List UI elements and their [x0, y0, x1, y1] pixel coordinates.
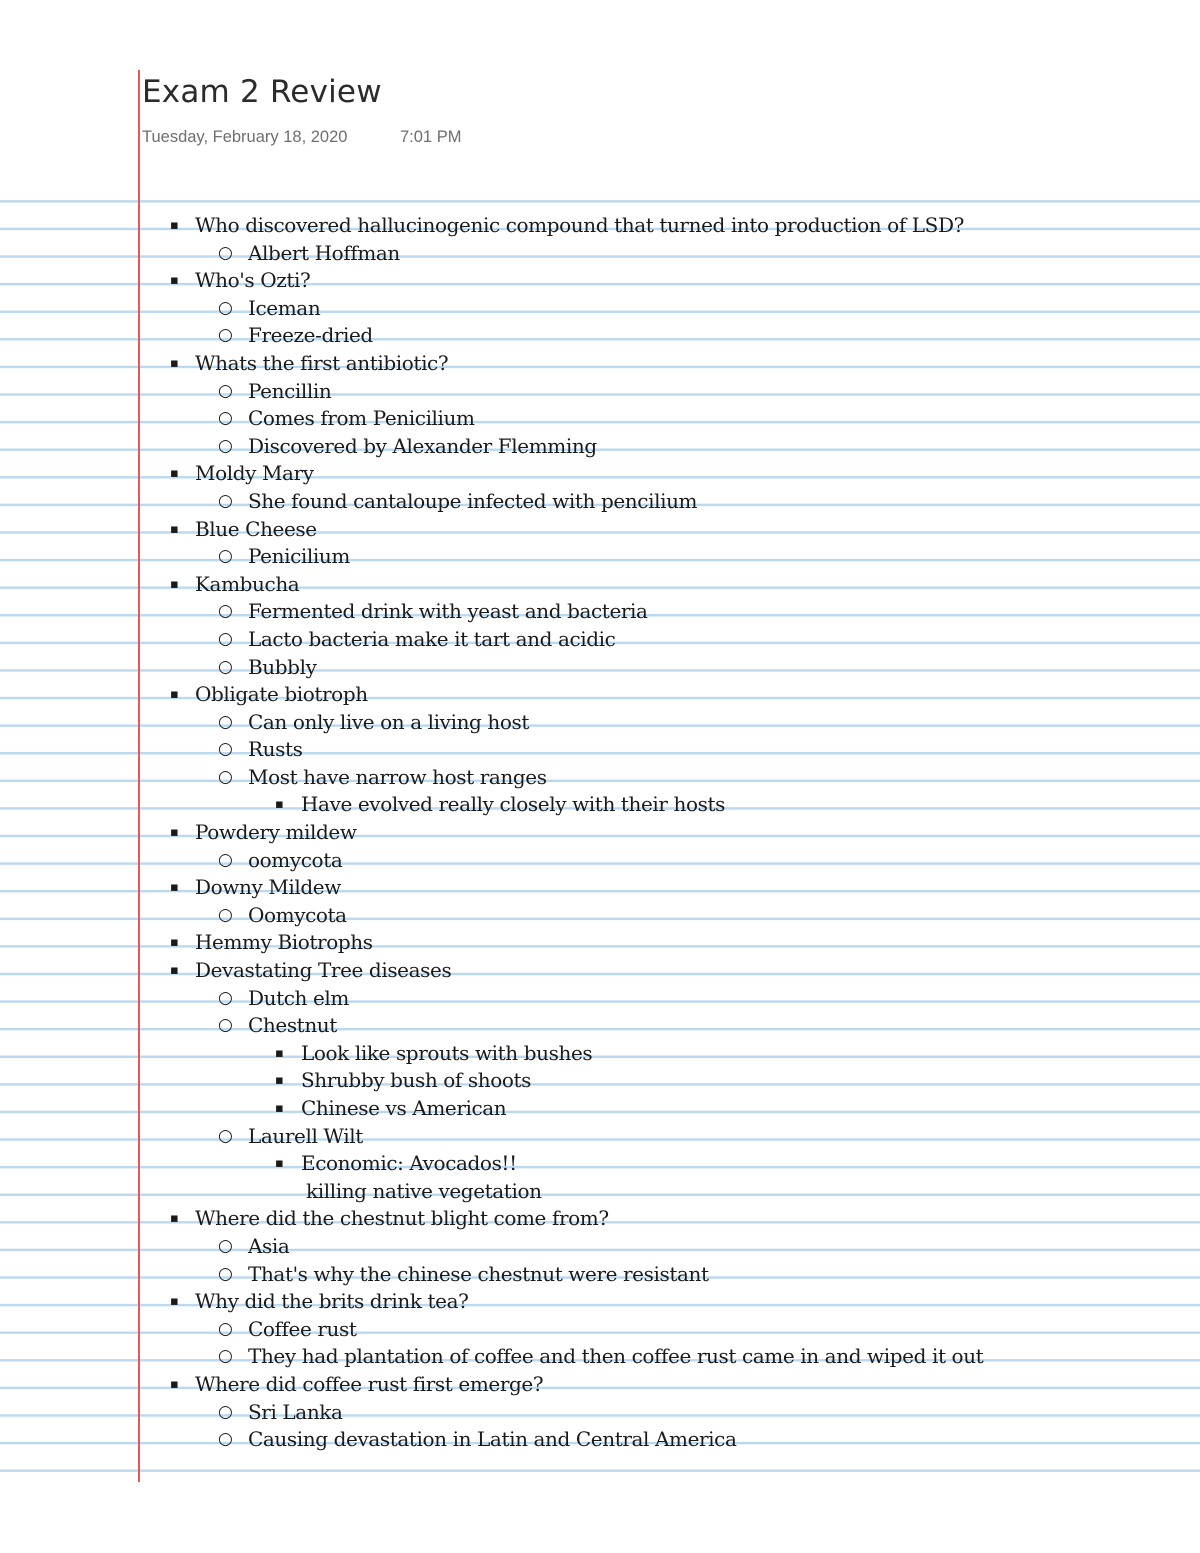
outline-item-text[interactable]: Whats the first antibiotic?	[195, 350, 449, 375]
outline-item-text[interactable]: Look like sprouts with bushes	[301, 1040, 593, 1065]
circle-bullet-icon: ○	[218, 408, 233, 429]
outline-item[interactable]	[0, 212, 1200, 240]
outline-item[interactable]	[0, 267, 1200, 295]
outline-item[interactable]	[0, 433, 1200, 461]
circle-bullet-icon: ○	[218, 628, 233, 649]
square-bullet-icon: ▪	[170, 825, 179, 841]
outline-item[interactable]	[0, 460, 1200, 488]
outline-item-text[interactable]: Most have narrow host ranges	[248, 764, 547, 789]
circle-bullet-icon: ○	[218, 325, 233, 346]
square-bullet-icon: ▪	[170, 1376, 179, 1392]
outline-item[interactable]	[0, 929, 1200, 957]
outline-item-text[interactable]: Who discovered hallucinogenic compound that turned into production of LSD?	[195, 213, 964, 237]
outline-item-text[interactable]: Penicilium	[248, 544, 350, 569]
outline-item-text[interactable]: That's why the chinese chestnut were resistant	[248, 1261, 709, 1286]
notes-outline[interactable]	[0, 212, 1200, 1454]
circle-bullet-icon: ○	[218, 739, 233, 760]
outline-item[interactable]	[0, 626, 1200, 654]
square-bullet-icon: ▪	[170, 880, 179, 896]
outline-item-text[interactable]: Hemmy Biotrophs	[195, 930, 373, 955]
square-bullet-icon: ▪	[170, 963, 179, 979]
outline-item-text[interactable]: Oomycota	[248, 902, 347, 927]
outline-item-text[interactable]: Discovered by Alexander Flemming	[248, 433, 597, 458]
circle-bullet-icon: ○	[218, 1346, 233, 1367]
outline-item-text[interactable]: Kambucha	[195, 571, 300, 596]
outline-item[interactable]	[0, 957, 1200, 985]
outline-item[interactable]	[0, 1316, 1200, 1344]
outline-item-text[interactable]: She found cantaloupe infected with pencilium	[248, 488, 698, 513]
outline-item-text[interactable]: killing native vegetation	[306, 1178, 542, 1203]
circle-bullet-icon: ○	[218, 1401, 233, 1422]
outline-item[interactable]	[0, 709, 1200, 737]
outline-item-text[interactable]: Who's Ozti?	[195, 268, 311, 293]
outline-item-text[interactable]: Coffee rust	[248, 1316, 357, 1341]
circle-bullet-icon: ○	[218, 601, 233, 622]
outline-item[interactable]	[0, 902, 1200, 930]
circle-bullet-icon: ○	[218, 435, 233, 456]
square-bullet-icon: ▪	[170, 576, 179, 592]
outline-item[interactable]	[0, 598, 1200, 626]
square-bullet-icon: ▪	[170, 218, 179, 233]
outline-item[interactable]	[0, 791, 1200, 819]
circle-bullet-icon: ○	[218, 1263, 233, 1284]
outline-item[interactable]	[0, 516, 1200, 544]
outline-item-text[interactable]: Pencillin	[248, 378, 332, 403]
outline-item[interactable]	[0, 1067, 1200, 1095]
outline-item[interactable]	[0, 350, 1200, 378]
outline-item-text[interactable]: Obligate biotroph	[195, 682, 368, 707]
outline-item-text[interactable]: Can only live on a living host	[248, 709, 530, 734]
circle-bullet-icon: ○	[218, 242, 233, 263]
outline-item[interactable]	[0, 654, 1200, 682]
circle-bullet-icon: ○	[218, 1125, 233, 1146]
circle-bullet-icon: ○	[218, 297, 233, 318]
square-bullet-icon: ▪	[170, 1211, 179, 1227]
outline-item[interactable]	[0, 543, 1200, 571]
circle-bullet-icon: ○	[218, 1429, 233, 1450]
outline-item-text[interactable]: Chestnut	[248, 1013, 337, 1038]
outline-item[interactable]	[0, 1205, 1200, 1233]
outline-item-text[interactable]: Iceman	[248, 295, 321, 320]
outline-item-text[interactable]: Blue Cheese	[195, 516, 317, 541]
circle-bullet-icon: ○	[218, 1318, 233, 1339]
outline-item[interactable]	[0, 1123, 1200, 1151]
square-bullet-icon: ▪	[170, 355, 179, 371]
outline-item-text[interactable]: Bubbly	[248, 654, 317, 679]
square-bullet-icon: ▪	[170, 521, 179, 537]
outline-item-text[interactable]: Freeze-dried	[248, 323, 373, 348]
outline-item-text[interactable]: Shrubby bush of shoots	[301, 1068, 531, 1093]
outline-item-text[interactable]: Have evolved really closely with their hosts	[301, 792, 726, 817]
outline-item[interactable]	[0, 378, 1200, 406]
outline-item[interactable]	[0, 405, 1200, 433]
outline-item[interactable]	[0, 322, 1200, 350]
outline-item[interactable]	[0, 847, 1200, 875]
circle-bullet-icon: ○	[218, 766, 233, 787]
outline-item-text[interactable]: Where did coffee rust first emerge?	[195, 1371, 544, 1396]
outline-item[interactable]	[0, 764, 1200, 792]
square-bullet-icon: ▪	[170, 273, 179, 289]
circle-bullet-icon: ○	[218, 656, 233, 677]
circle-bullet-icon: ○	[218, 904, 233, 925]
circle-bullet-icon: ○	[218, 711, 233, 732]
outline-item[interactable]	[0, 1399, 1200, 1427]
outline-item[interactable]	[0, 874, 1200, 902]
circle-bullet-icon: ○	[218, 1235, 233, 1256]
square-bullet-icon: ▪	[170, 1294, 179, 1310]
circle-bullet-icon: ○	[218, 546, 233, 567]
outline-item[interactable]	[0, 488, 1200, 516]
outline-item-text[interactable]: Sri Lanka	[248, 1399, 343, 1424]
square-bullet-icon: ▪	[275, 1101, 284, 1116]
outline-item-text[interactable]: They had plantation of coffee and then coffee rust came in and wiped it out	[248, 1344, 984, 1369]
outline-item-text[interactable]: Moldy Mary	[195, 461, 314, 486]
outline-item[interactable]	[0, 819, 1200, 847]
outline-item-text[interactable]: Chinese vs American	[301, 1096, 507, 1120]
outline-item[interactable]	[0, 1343, 1200, 1371]
outline-item-text[interactable]: Where did the chestnut blight come from?	[195, 1206, 609, 1231]
outline-item-text[interactable]: Lacto bacteria make it tart and acidic	[248, 626, 616, 651]
outline-item[interactable]	[0, 1288, 1200, 1316]
outline-item[interactable]	[0, 571, 1200, 599]
outline-item[interactable]	[0, 1012, 1200, 1040]
outline-item-continuation[interactable]	[0, 1178, 1200, 1206]
outline-item-text[interactable]: Causing devastation in Latin and Central America	[248, 1427, 737, 1452]
outline-item-text[interactable]: Comes from Penicilium	[248, 406, 475, 431]
circle-bullet-icon: ○	[218, 380, 233, 401]
square-bullet-icon: ▪	[275, 1045, 284, 1061]
circle-bullet-icon: ○	[218, 490, 233, 511]
outline-item-text[interactable]: Rusts	[248, 737, 303, 762]
outline-item-text[interactable]: Laurell Wilt	[248, 1123, 363, 1148]
outline-item[interactable]	[0, 1095, 1200, 1123]
outline-item[interactable]	[0, 1371, 1200, 1399]
page-footer-area	[0, 1472, 1200, 1553]
circle-bullet-icon: ○	[218, 987, 233, 1008]
outline-item-text[interactable]: oomycota	[248, 847, 343, 872]
outline-item[interactable]	[0, 1040, 1200, 1068]
outline-item-text[interactable]: Powdery mildew	[195, 820, 357, 845]
square-bullet-icon: ▪	[275, 797, 284, 813]
square-bullet-icon: ▪	[275, 1156, 284, 1172]
outline-item[interactable]	[0, 1150, 1200, 1178]
square-bullet-icon: ▪	[170, 466, 179, 482]
square-bullet-icon: ▪	[275, 1073, 284, 1089]
outline-item[interactable]	[0, 1233, 1200, 1261]
outline-item-text[interactable]: Albert Hoffman	[248, 240, 400, 265]
circle-bullet-icon: ○	[218, 849, 233, 870]
outline-item-text[interactable]: Dutch elm	[248, 985, 349, 1010]
outline-item-text[interactable]: Why did the brits drink tea?	[195, 1289, 469, 1314]
circle-bullet-icon: ○	[218, 1015, 233, 1036]
page-time: 7:01 PM	[400, 128, 462, 146]
square-bullet-icon: ▪	[170, 935, 179, 951]
outline-item[interactable]	[0, 1261, 1200, 1289]
page-date: Tuesday, February 18, 2020	[142, 128, 348, 146]
outline-item-text[interactable]: Economic: Avocados!!	[301, 1151, 517, 1176]
outline-item-text[interactable]: Asia	[248, 1233, 290, 1258]
square-bullet-icon: ▪	[170, 687, 179, 703]
outline-item-text[interactable]: Downy Mildew	[195, 875, 341, 900]
outline-item[interactable]	[0, 295, 1200, 323]
outline-item[interactable]	[0, 681, 1200, 709]
outline-item[interactable]	[0, 240, 1200, 268]
outline-item-text[interactable]: Devastating Tree diseases	[195, 958, 452, 983]
outline-item[interactable]	[0, 1426, 1200, 1454]
outline-item[interactable]	[0, 985, 1200, 1013]
outline-item[interactable]	[0, 736, 1200, 764]
page-title[interactable]: Exam 2 Review	[142, 74, 382, 110]
outline-item-text[interactable]: Fermented drink with yeast and bacteria	[248, 599, 648, 624]
